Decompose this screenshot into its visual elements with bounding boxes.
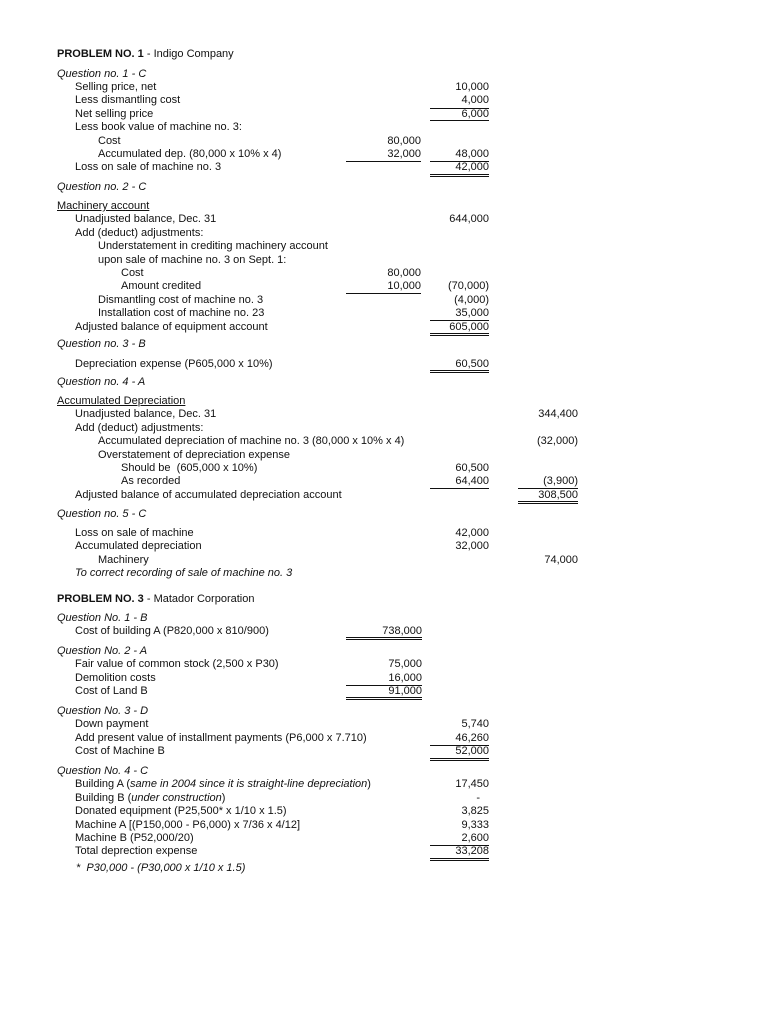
problem-1-number: PROBLEM NO. 1 bbox=[57, 48, 144, 60]
table-row: Cost of Machine B 52,000 bbox=[75, 745, 489, 758]
problem-1-company: - Indigo Company bbox=[143, 48, 234, 60]
problem-3-heading bbox=[0, 593, 768, 606]
table-row: Building B (under construction) - bbox=[75, 791, 480, 804]
double-underline bbox=[430, 333, 489, 336]
underline bbox=[346, 161, 421, 162]
underline bbox=[430, 108, 489, 109]
double-underline bbox=[346, 697, 422, 700]
double-underline bbox=[518, 501, 578, 504]
table-row: Unadjusted balance, Dec. 31 644,000 bbox=[75, 213, 489, 226]
underline bbox=[346, 293, 421, 294]
table-row: Accumulated dep. (80,000 x 10% x 4) 32,000 48,000 bbox=[98, 148, 489, 160]
table-row: As recorded 64,400 (3,900) bbox=[121, 475, 578, 488]
table-row: upon sale of machine no. 3 on Sept. 1: bbox=[98, 253, 287, 266]
footnote: * P30,000 - (P30,000 x 1/10 x 1.5) bbox=[76, 862, 246, 874]
section-title: Accumulated Depreciation bbox=[57, 395, 186, 407]
table-row: Cost 80,000 bbox=[121, 267, 421, 279]
underline bbox=[430, 488, 489, 489]
problem-1-heading bbox=[0, 48, 768, 61]
table-row: Add (deduct) adjustments: bbox=[75, 421, 204, 434]
double-underline bbox=[430, 174, 489, 177]
table-row: To correct recording of sale of machine no. 3 bbox=[75, 567, 293, 580]
table-row: Adjusted balance of accumulated depreciation account 308,500 bbox=[75, 488, 578, 501]
underline bbox=[430, 120, 489, 121]
question-label: Question No. 1 - B bbox=[57, 612, 148, 624]
question-label: Question no. 2 - C bbox=[57, 181, 147, 193]
question-label: Question No. 2 - A bbox=[57, 645, 148, 657]
table-row: Accumulated depreciation 32,000 bbox=[75, 540, 489, 553]
question-label: Question no. 4 - A bbox=[57, 376, 146, 388]
table-row: Total deprection expense 33,208 bbox=[75, 845, 489, 858]
table-row: Machine B (P52,000/20) 2,600 bbox=[75, 832, 489, 844]
question-label: Question no. 1 - C bbox=[57, 68, 147, 80]
underline bbox=[430, 161, 489, 162]
double-underline bbox=[430, 758, 489, 761]
problem-3-company: - Matador Corporation bbox=[143, 593, 255, 605]
table-row: Overstatement of depreciation expense bbox=[98, 448, 291, 461]
table-row: Cost of Land B 91,000 bbox=[75, 685, 422, 698]
table-row: Adjusted balance of equipment account 605,000 bbox=[75, 320, 489, 333]
underline bbox=[518, 488, 578, 489]
table-row: Less book value of machine no. 3: bbox=[75, 121, 242, 134]
table-row: Amount credited 10,000 (70,000) bbox=[121, 280, 489, 293]
table-row: Building A (same in 2004 since it is straight-line depreciation) 17,450 bbox=[75, 778, 489, 791]
table-row: Less dismantling cost 4,000 bbox=[75, 94, 489, 107]
table-row: Loss on sale of machine no. 3 42,000 bbox=[75, 161, 489, 174]
double-underline bbox=[346, 637, 422, 640]
table-row: Dismantling cost of machine no. 3 (4,000) bbox=[98, 293, 489, 306]
table-row: Machinery 74,000 bbox=[98, 553, 578, 566]
table-row: Cost 80,000 bbox=[98, 134, 421, 147]
table-row: Loss on sale of machine 42,000 bbox=[75, 527, 489, 539]
table-row: Cost of building A (P820,000 x 810/900) 738,000 bbox=[75, 625, 422, 638]
double-underline bbox=[430, 370, 489, 373]
question-label: Question No. 4 - C bbox=[57, 765, 149, 777]
table-row: Depreciation expense (P605,000 x 10%) 60,500 bbox=[75, 358, 489, 370]
table-row: Down payment 5,740 bbox=[75, 718, 489, 731]
underline bbox=[430, 745, 489, 746]
table-row: Installation cost of machine no. 23 35,000 bbox=[98, 307, 489, 320]
underline bbox=[430, 320, 489, 321]
table-row: Add present value of installment payments (P6,000 x 7.710) 46,260 bbox=[75, 731, 489, 744]
table-row: Selling price, net 10,000 bbox=[75, 81, 489, 93]
question-label: Question no. 3 - B bbox=[57, 338, 146, 350]
table-row: Understatement in crediting machinery account bbox=[98, 240, 328, 253]
table-row: Accumulated depreciation of machine no. 3 (80,000 x 10% x 4) (32,000) bbox=[98, 435, 578, 448]
table-row: Fair value of common stock (2,500 x P30) 75,000 bbox=[75, 658, 422, 671]
underline bbox=[346, 685, 422, 686]
question-label: Question no. 5 - C bbox=[57, 508, 147, 520]
table-row: Demolition costs 16,000 bbox=[75, 671, 422, 684]
table-row: Add (deduct) adjustments: bbox=[75, 226, 204, 239]
underline bbox=[430, 845, 489, 846]
question-label: Question No. 3 - D bbox=[57, 705, 149, 717]
table-row: Machine A [(P150,000 - P6,000) x 7/36 x 4/12] 9,333 bbox=[75, 818, 489, 831]
table-row: Unadjusted balance, Dec. 31 344,400 bbox=[75, 408, 578, 421]
table-row: Should be (605,000 x 10%) 60,500 bbox=[121, 462, 489, 474]
double-underline bbox=[430, 858, 489, 861]
problem-3-number: PROBLEM NO. 3 bbox=[57, 593, 144, 605]
section-title: Machinery account bbox=[57, 200, 150, 212]
table-row: Net selling price 6,000 bbox=[75, 107, 489, 120]
table-row: Donated equipment (P25,500* x 1/10 x 1.5) 3,825 bbox=[75, 805, 489, 818]
